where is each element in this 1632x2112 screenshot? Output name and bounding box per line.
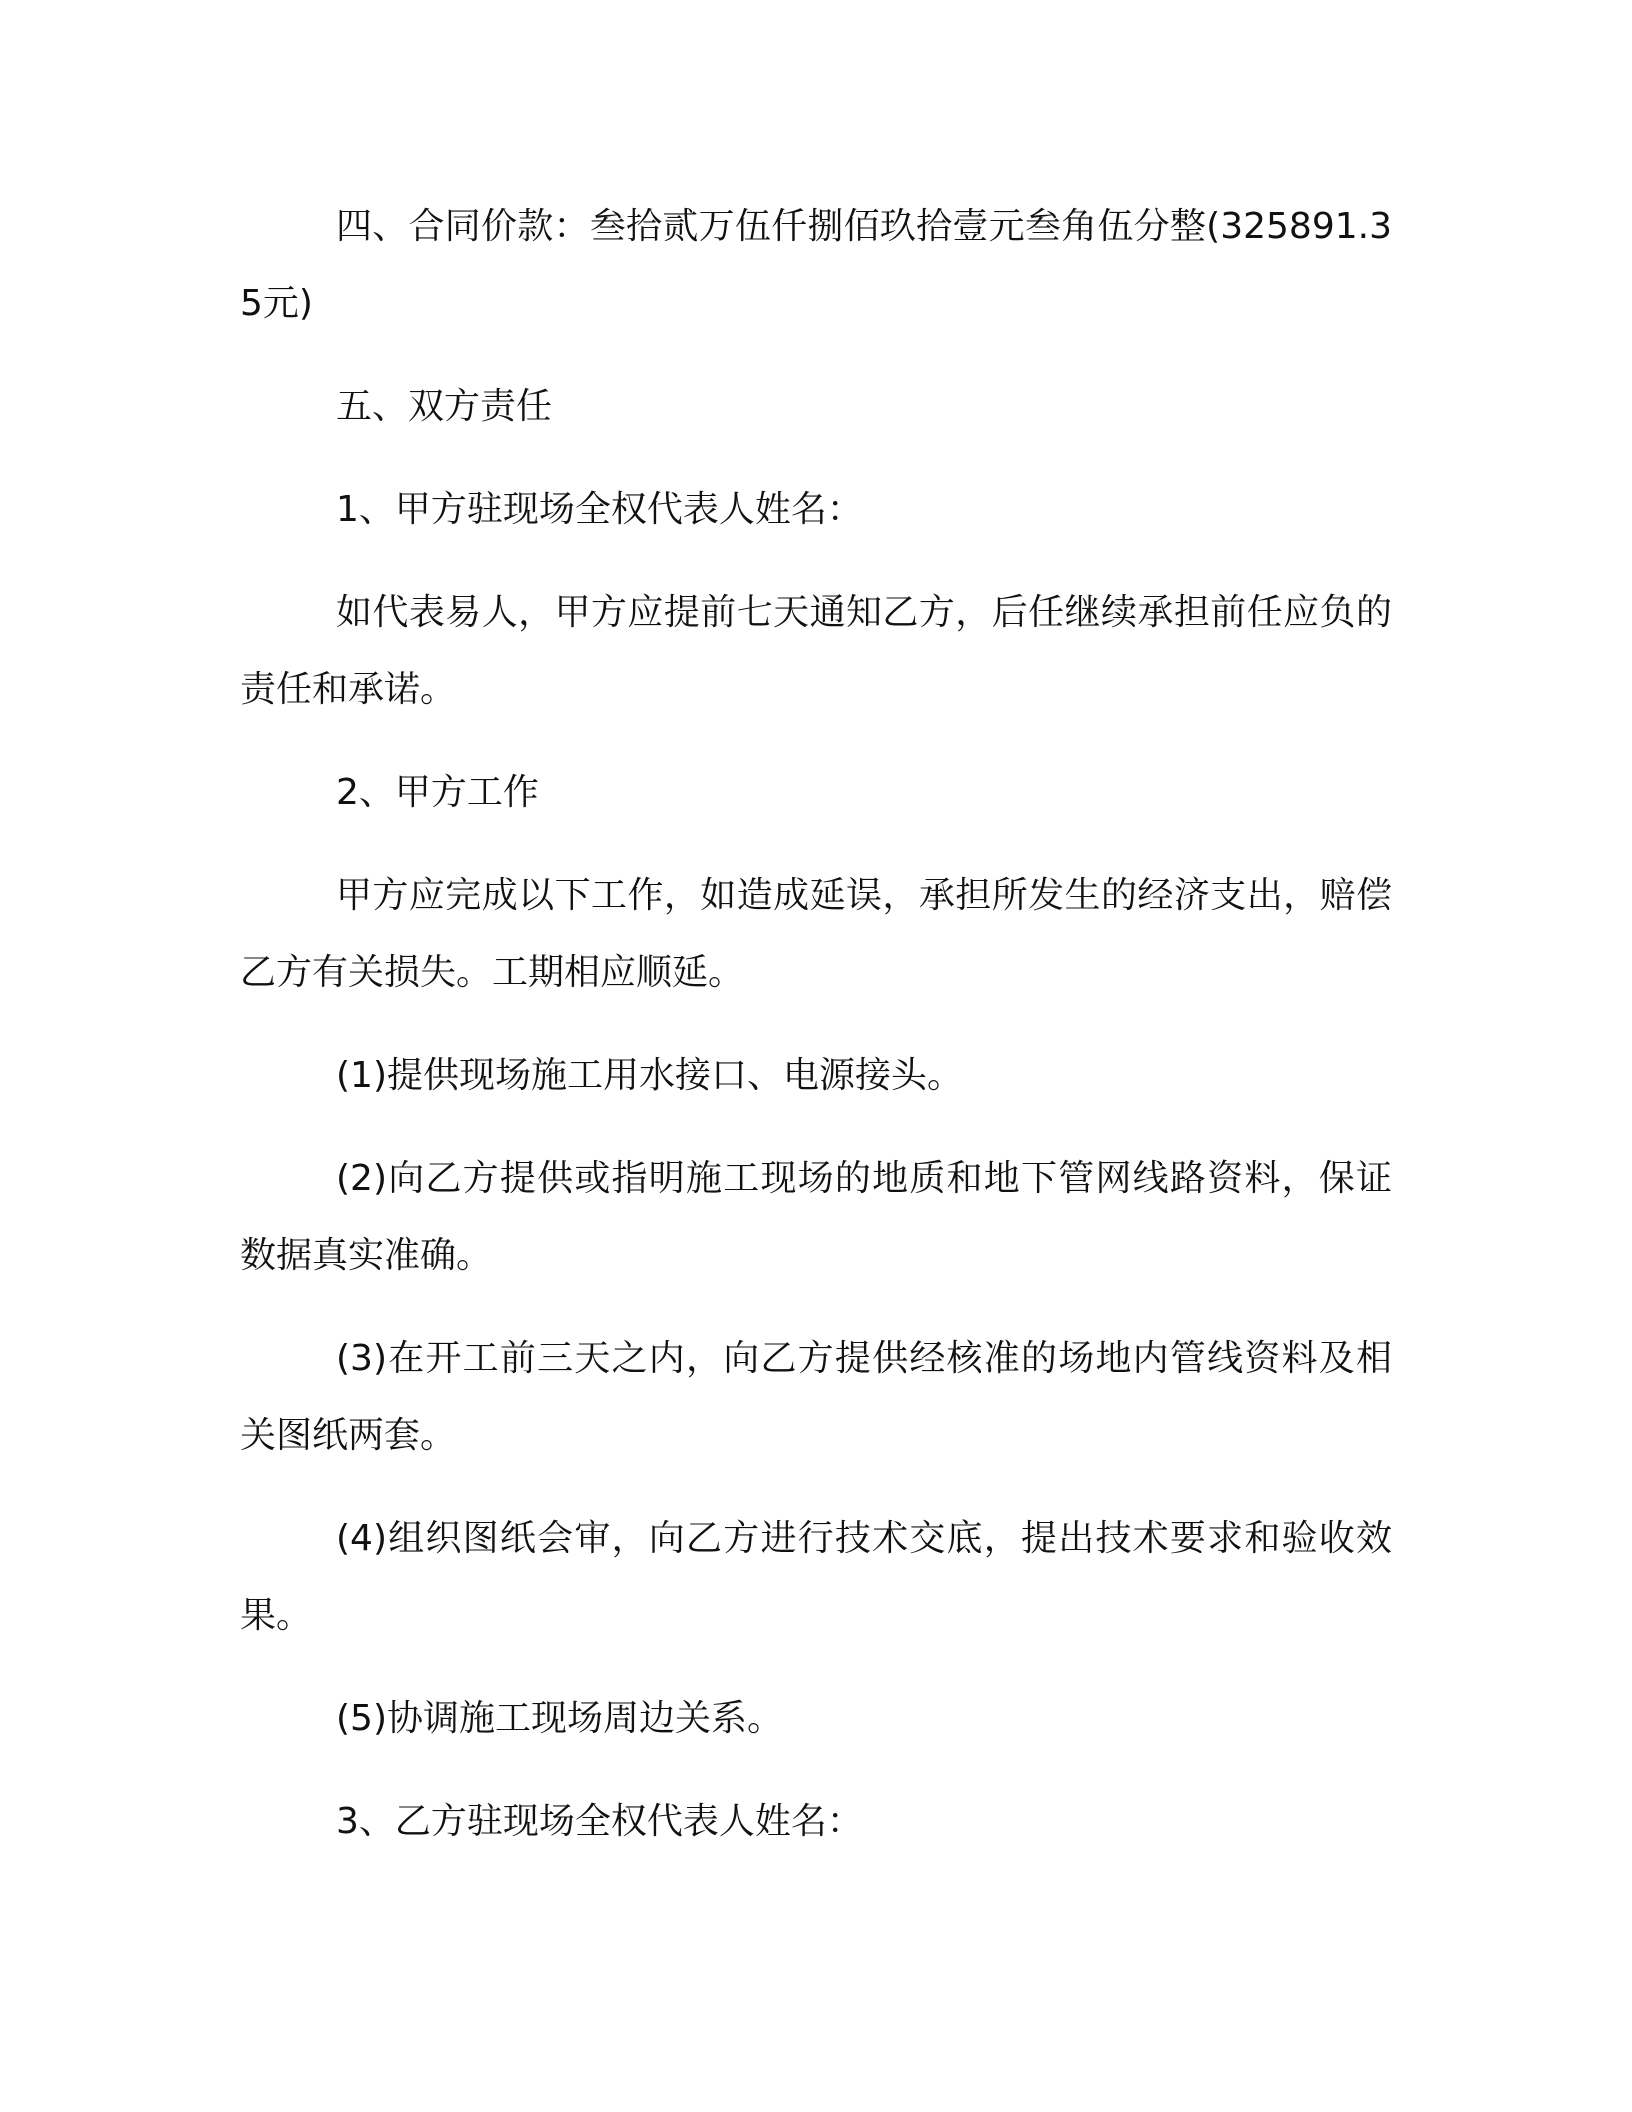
list-item-3: (3)在开工前三天之内，向乙方提供经核准的场地内管线资料及相关图纸两套。 (240, 1338, 1392, 1456)
list-item-2: (2)向乙方提供或指明施工现场的地质和地下管网线路资料，保证数据真实准确。 (240, 1158, 1392, 1276)
list-item-5: (5)协调施工现场周边关系。 (336, 1698, 783, 1739)
list-item-4: (4)组织图纸会审，向乙方进行技术交底，提出技术要求和验收效果。 (240, 1518, 1392, 1636)
heading-mutual-responsibilities: 五、双方责任 (336, 386, 553, 427)
paragraph-contract-price: 四、合同价款：叁拾贰万伍仟捌佰玖拾壹元叁角伍分整(325891.35元) (240, 206, 1392, 324)
paragraph-party-a-obligations: 甲方应完成以下工作，如造成延误，承担所发生的经济支出，赔偿乙方有关损失。工期相应顺延。 (240, 875, 1392, 993)
paragraph-party-a-representative: 1、甲方驻现场全权代表人姓名： (336, 489, 863, 530)
list-item-1: (1)提供现场施工用水接口、电源接头。 (336, 1055, 963, 1096)
paragraph-party-b-representative: 3、乙方驻现场全权代表人姓名： (336, 1801, 863, 1842)
paragraph-representative-change: 如代表易人，甲方应提前七天通知乙方，后任继续承担前任应负的责任和承诺。 (240, 592, 1392, 710)
heading-party-a-work: 2、甲方工作 (336, 772, 539, 813)
document-body (240, 188, 1392, 1886)
